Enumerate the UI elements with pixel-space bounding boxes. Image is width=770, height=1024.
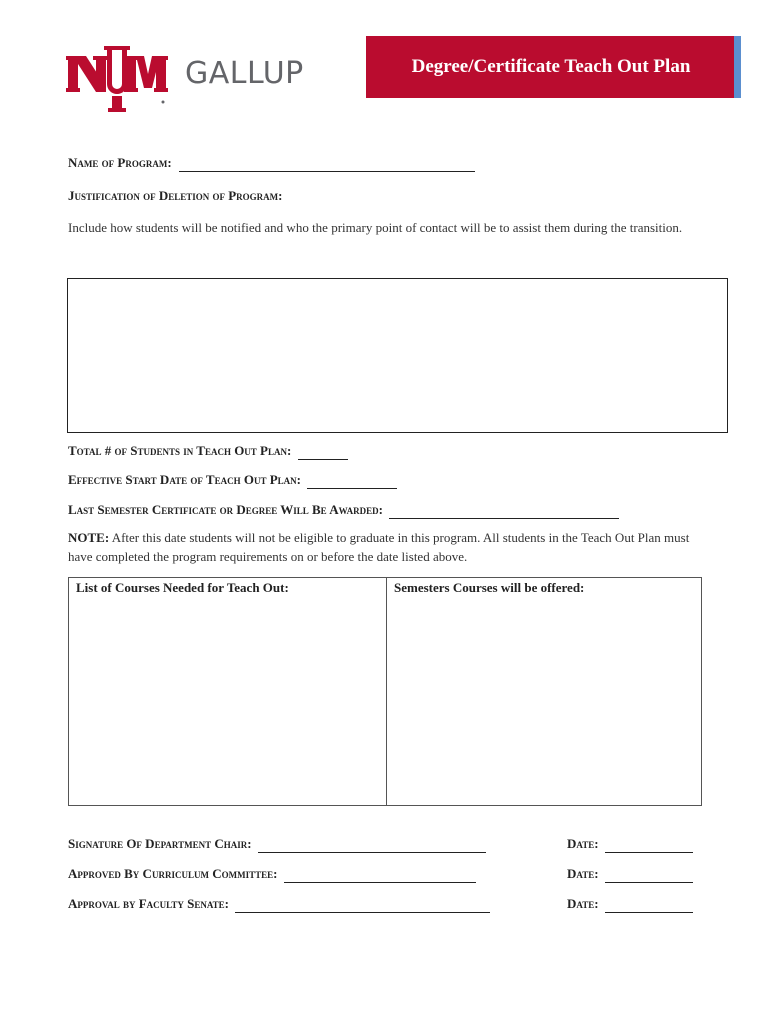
date-row [567,836,693,853]
total-students-field[interactable] [298,443,348,460]
unm-logo-icon [66,44,168,114]
signature-field[interactable] [258,836,486,853]
program-name-field[interactable] [179,155,475,172]
program-name-label: Name of Program: [68,155,172,170]
last-semester-row [68,502,619,519]
courses-table [68,577,702,806]
banner-accent [734,36,741,98]
document-title-banner [366,36,734,98]
date-label: Date: [567,836,599,851]
total-students-row [68,443,348,460]
date-field[interactable] [605,866,693,883]
table-row [69,578,702,806]
date-label: Date: [567,866,599,881]
start-date-label: Effective Start Date of Teach Out Plan: [68,472,301,487]
signature-field[interactable] [235,896,490,913]
date-field[interactable] [605,896,693,913]
courses-needed-header: List of Courses Needed for Teach Out: [76,580,289,595]
note-text: After this date students will not be eligible to graduate in this program. All students in the Teach Out Plan must have completed the program requirements on or before the date listed above. [68,530,690,564]
signature-label: Signature Of Department Chair: [68,836,252,851]
justification-label: Justification of Deletion of Program: [68,188,283,203]
note-label: NOTE: [68,530,110,545]
semesters-offered-cell[interactable] [387,578,702,806]
date-row [567,866,693,883]
date-field[interactable] [605,836,693,853]
last-semester-field[interactable] [389,502,619,519]
signature-department-chair-row [68,836,486,853]
gallup-wordmark: GALLUP [185,56,304,91]
justification-instruction: Include how students will be notified and who the primary point of contact will be to assist them during the transition. [68,220,683,235]
document-title: Degree/Certificate Teach Out Plan [411,56,691,77]
signature-label: Approved By Curriculum Committee: [68,866,278,881]
semesters-offered-header: Semesters Courses will be offered: [394,580,585,595]
courses-needed-cell[interactable] [69,578,387,806]
justification-textbox[interactable] [67,278,728,433]
start-date-row [68,472,397,489]
signature-label: Approval by Faculty Senate: [68,896,229,911]
note-paragraph [68,528,708,566]
start-date-field[interactable] [307,472,397,489]
last-semester-label: Last Semester Certificate or Degree Will Be Awarded: [68,502,383,517]
signature-curriculum-committee-row [68,866,476,883]
date-label: Date: [567,896,599,911]
signature-faculty-senate-row [68,896,490,913]
date-row [567,896,693,913]
total-students-label: Total # of Students in Teach Out Plan: [68,443,292,458]
program-name-row [68,155,475,172]
signature-field[interactable] [284,866,476,883]
